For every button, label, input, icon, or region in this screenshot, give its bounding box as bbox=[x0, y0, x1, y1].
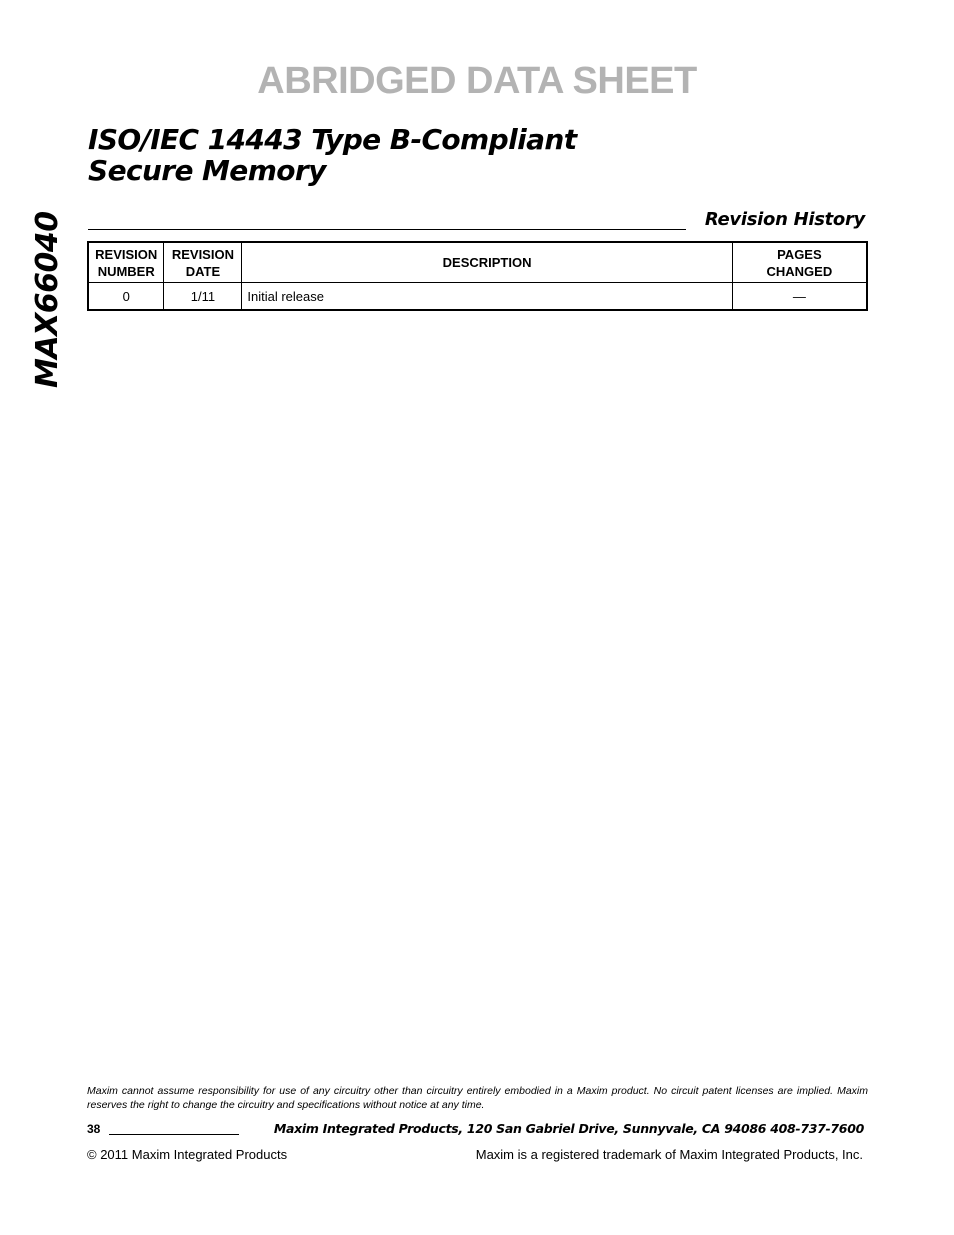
trademark-notice: Maxim is a registered trademark of Maxim Integrated Products, Inc. bbox=[475, 1147, 863, 1162]
table-row bbox=[88, 283, 867, 311]
header-pages-changed: PAGES CHANGED bbox=[732, 242, 867, 283]
section-heading: Revision History bbox=[704, 209, 865, 230]
document-title bbox=[88, 124, 577, 186]
document-title-line-2: Secure Memory bbox=[88, 154, 326, 187]
part-number-side-label: MAX66040 bbox=[30, 211, 65, 388]
document-title-line-1: ISO/IEC 14443 Type B-Compliant bbox=[88, 123, 577, 156]
page-number: 38 bbox=[87, 1122, 101, 1136]
cell-revision-number: 0 bbox=[88, 283, 164, 311]
header-revision-date: REVISION DATE bbox=[164, 242, 242, 283]
copyright-notice: © 2011 Maxim Integrated Products bbox=[87, 1147, 288, 1162]
footer-address-line bbox=[87, 1120, 868, 1138]
revision-history-table bbox=[87, 241, 868, 311]
cell-description: Initial release bbox=[242, 283, 732, 311]
banner-title: ABRIDGED DATA SHEET bbox=[257, 60, 697, 102]
company-address: Maxim Integrated Products, 120 San Gabriel Drive, Sunnyvale, CA 94086 408-737-7600 bbox=[273, 1121, 864, 1136]
section-divider bbox=[88, 229, 686, 230]
footer-rule bbox=[109, 1134, 239, 1135]
table-header-row bbox=[88, 242, 867, 283]
cell-pages-changed: — bbox=[732, 283, 867, 311]
legal-disclaimer: Maxim cannot assume responsibility for use of any circuitry other than circuitry entirely embodied in a Maxim product. No circuit patent licenses are implied. Maxim reserves the right to change the circuitry and specifications without notice at any time. bbox=[87, 1085, 868, 1111]
header-description: DESCRIPTION bbox=[242, 242, 732, 283]
cell-revision-date: 1/11 bbox=[164, 283, 242, 311]
header-revision-number: REVISION NUMBER bbox=[88, 242, 164, 283]
